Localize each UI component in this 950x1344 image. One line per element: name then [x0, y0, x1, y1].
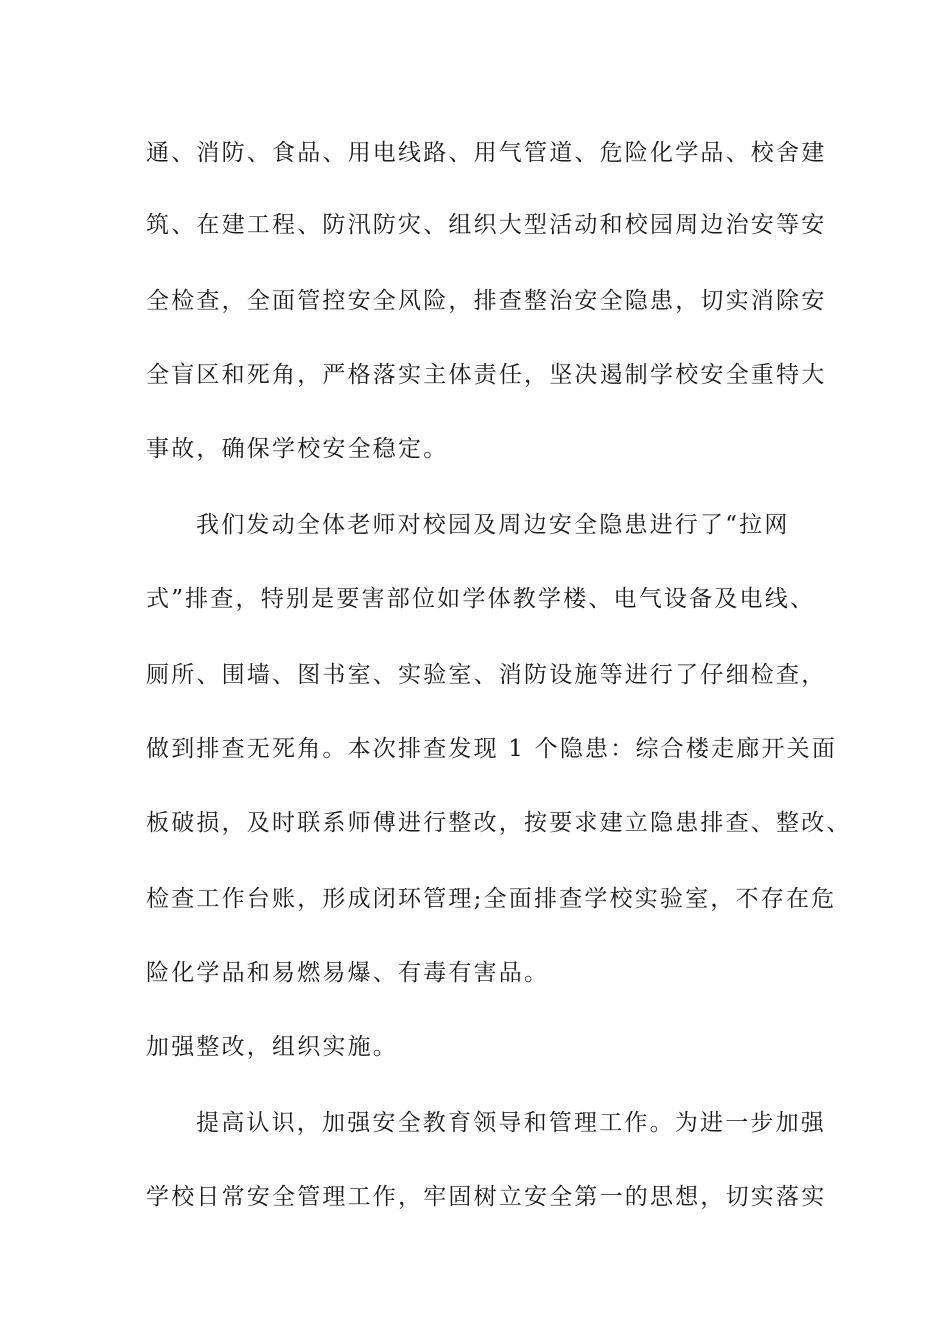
paragraph-start-line: 提高认识，加强安全教育领导和管理工作。为进一步加强: [196, 1110, 826, 1136]
text-line: 厕所、围墙、图书室、实验室、消防设施等进行了仔细检查，: [146, 662, 827, 688]
paragraph-start-line: 我们发动全体老师对校园及周边安全隐患进行了“拉网: [196, 512, 790, 538]
text-line: 检查工作台账，形成闭环管理;全面排查学校实验室，不存在危: [146, 886, 837, 912]
section-heading: 加强整改，组织实施。: [146, 1034, 398, 1060]
text-line: 事故，确保学校安全稳定。: [146, 436, 449, 462]
text-line: 全盲区和死角，严格落实主体责任，坚决遏制学校安全重特大: [146, 362, 827, 388]
text-line: 做到排查无死角。本次排查发现 1 个隐患：综合楼走廊开关面: [146, 736, 838, 762]
text-line: 全检查，全面管控安全风险，排查整治安全隐患，切实消除安: [146, 288, 827, 314]
text-line: 式”排查，特别是要害部位如学体教学楼、电气设备及电线、: [146, 586, 816, 612]
text-line: 板破损，及时联系师傅进行整改，按要求建立隐患排查、整改、: [146, 810, 852, 836]
text-line: 险化学品和易燃易爆、有毒有害品。: [146, 960, 550, 986]
text-line: 筑、在建工程、防汛防灾、组织大型活动和校园周边治安等安: [146, 212, 827, 238]
text-line: 学校日常安全管理工作，牢固树立安全第一的思想，切实落实: [146, 1184, 827, 1210]
text-line: 通、消防、食品、用电线路、用气管道、危险化学品、校舍建: [146, 140, 827, 166]
